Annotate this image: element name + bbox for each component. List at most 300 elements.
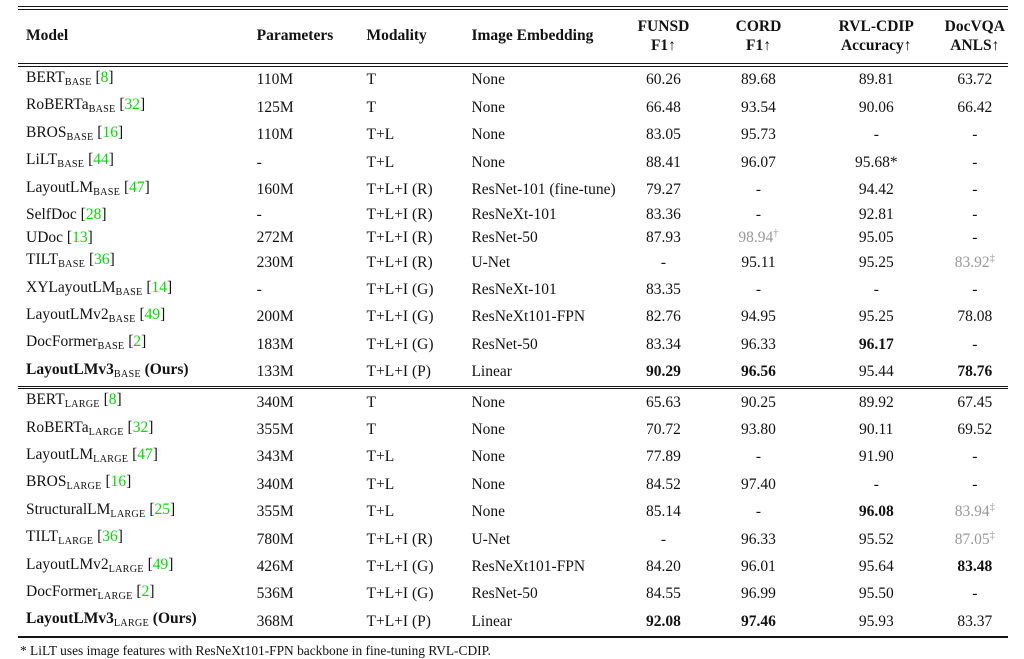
model-size-subscript: LARGE <box>64 399 100 411</box>
model-cell: LayoutLM$_{BASE}$ [47] <box>26 178 150 198</box>
table-row <box>18 526 1008 553</box>
metric-value: 95.68* <box>854 153 898 171</box>
metric-value: 90.25 <box>741 393 776 411</box>
modality-cell: T+L <box>366 503 395 521</box>
metric-value: 69.52 <box>957 420 993 438</box>
table-row <box>18 227 1008 250</box>
table-row <box>18 177 1008 204</box>
metric-value: 89.81 <box>858 71 894 89</box>
image-embedding-cell: U-Net <box>471 253 511 271</box>
image-embedding-cell: ResNeXt-101 <box>471 280 557 298</box>
model-ours-label: (Ours) <box>144 360 189 378</box>
column-header <box>706 8 811 65</box>
parameters-cell: 272M <box>256 228 294 246</box>
parameters-cell: 160M <box>256 181 294 199</box>
model-cell: LiLT$_{BASE}$ [44] <box>26 151 114 171</box>
table-header <box>18 8 1008 65</box>
citation-number: 36 <box>94 251 110 269</box>
metric-value: - <box>972 153 978 171</box>
citation-number: 14 <box>151 278 168 296</box>
metric-value: 85.14 <box>646 503 681 521</box>
metric-value: - <box>972 280 978 298</box>
model-size-subscript: BASE <box>108 313 136 325</box>
metric-value: 70.72 <box>646 420 681 438</box>
cord-f1-cell <box>706 388 811 417</box>
model-cell: $TILT_{BASE}$ [36] <box>26 251 115 270</box>
model-name: LiLT <box>26 151 58 169</box>
rvlcdip-accuracy-cell <box>811 304 942 331</box>
citation-number: 8 <box>100 69 109 86</box>
parameters-cell: 110M <box>256 126 294 144</box>
docvqa-anls-cell <box>942 499 1008 526</box>
cord-f1-cell <box>706 204 811 227</box>
metric-value: 66.42 <box>957 98 993 116</box>
column-header-line: Accuracy↑ <box>840 37 912 54</box>
modality-cell: T+L+I (G) <box>366 280 434 298</box>
metric-value: 83.92‡ <box>954 252 995 271</box>
model-size-subscript: LARGE <box>58 536 94 548</box>
funsd-f1-cell <box>621 608 706 636</box>
rvlcdip-accuracy-cell <box>811 94 942 121</box>
metric-value: 95.93 <box>858 612 894 630</box>
docvqa-anls-cell <box>942 417 1008 444</box>
metric-value: 96.56 <box>741 363 776 381</box>
metric-value: 95.52 <box>858 530 894 548</box>
column-header <box>942 8 1008 65</box>
parameters-cell: 110M <box>256 71 294 89</box>
column-header-line: ANLS↑ <box>950 37 1000 54</box>
column-header: Parameters <box>251 8 361 65</box>
modality-cell: T+L+I (P) <box>366 363 431 381</box>
metric-value: 83.48 <box>957 558 993 576</box>
model-name: DocFormer <box>26 333 98 351</box>
citation-number: 49 <box>144 305 161 323</box>
model-cell: LayoutLM$_{LARGE}$ [47] <box>26 445 158 465</box>
docvqa-anls-cell <box>942 526 1008 553</box>
funsd-f1-cell <box>621 65 706 94</box>
results-table <box>18 6 1008 638</box>
parameters-cell: 426M <box>256 558 294 576</box>
funsd-f1-cell <box>621 388 706 417</box>
metric-value: 87.05‡ <box>954 529 995 548</box>
image-embedding-cell: None <box>471 503 506 521</box>
column-header: Modality <box>361 8 466 65</box>
image-embedding-cell: U-Net <box>471 530 511 548</box>
docvqa-anls-cell <box>942 331 1008 358</box>
model-size-subscript: BASE <box>57 159 85 171</box>
metric-value: 78.76 <box>957 363 993 381</box>
rvlcdip-accuracy-cell <box>811 204 942 227</box>
rvlcdip-accuracy-cell <box>811 65 942 94</box>
column-header-line: FUNSD <box>637 18 690 35</box>
image-embedding-cell: ResNet-50 <box>471 335 538 353</box>
image-embedding-cell: None <box>471 98 506 116</box>
model-size-subscript: LARGE <box>97 590 133 602</box>
metric-value: - <box>755 280 762 298</box>
model-name: StructuralLM <box>26 500 111 518</box>
model-cell <box>18 359 251 388</box>
cord-f1-cell <box>706 471 811 498</box>
metric-value: 96.08 <box>858 503 894 521</box>
image-embedding-cell: ResNeXt101-FPN <box>471 308 586 326</box>
metric-value: - <box>873 280 879 298</box>
model-cell: DocFormer$_{LARGE}$ [2] <box>26 583 155 602</box>
image-embedding-cell: None <box>471 153 506 171</box>
metric-value: 95.50 <box>858 585 894 603</box>
image-embedding-cell: None <box>471 420 506 438</box>
metric-value: 87.93 <box>646 228 681 246</box>
docvqa-anls-cell <box>942 149 1008 176</box>
parameters-cell: 536M <box>256 585 294 603</box>
rvlcdip-accuracy-cell <box>811 277 942 304</box>
table-row <box>18 581 1008 608</box>
model-size-subscript: LARGE <box>93 453 129 465</box>
metric-value: 84.52 <box>646 475 681 493</box>
rvlcdip-accuracy-cell <box>811 526 942 553</box>
citation-number: 32 <box>124 96 141 114</box>
metric-value: 82.76 <box>646 308 681 326</box>
metric-value: - <box>972 475 978 493</box>
metric-value: 95.25 <box>858 308 894 326</box>
metric-value: 96.33 <box>741 530 776 548</box>
parameters-cell: 200M <box>256 308 294 326</box>
metric-value: 83.34 <box>646 335 681 353</box>
metric-value: 79.27 <box>646 181 681 199</box>
table-row <box>18 122 1008 149</box>
model-name: BROS <box>26 123 67 141</box>
rvlcdip-accuracy-cell <box>811 417 942 444</box>
model-name: BERT <box>26 391 65 409</box>
model-size-subscript: BASE <box>115 286 143 298</box>
parameters-cell: 368M <box>251 608 361 636</box>
table-row <box>18 471 1008 498</box>
docvqa-anls-cell <box>942 359 1008 388</box>
metric-value: - <box>972 448 978 466</box>
docvqa-anls-cell <box>942 65 1008 94</box>
docvqa-anls-cell <box>942 122 1008 149</box>
metric-value: 90.06 <box>858 98 894 116</box>
cord-f1-cell <box>706 526 811 553</box>
model-size-subscript: BASE <box>64 76 92 88</box>
model-name: LayoutLM <box>26 178 94 196</box>
metric-value: - <box>755 448 762 466</box>
table-row <box>18 359 1008 388</box>
rvlcdip-accuracy-cell <box>811 177 942 204</box>
model-cell: UDoc [13] <box>26 228 93 246</box>
rvlcdip-accuracy-cell <box>811 249 942 276</box>
metric-value: 65.63 <box>646 393 681 411</box>
funsd-f1-cell <box>621 94 706 121</box>
citation-number: 13 <box>72 228 88 246</box>
model-cell: StructuralLM$_{LARGE}$ [25] <box>26 500 176 520</box>
rvlcdip-accuracy-cell <box>811 331 942 358</box>
model-size-subscript: LARGE <box>108 563 144 575</box>
image-embedding-cell: None <box>471 475 506 493</box>
model-name: DocFormer <box>26 583 98 600</box>
metric-value: 94.42 <box>858 181 894 199</box>
metric-value: 89.92 <box>858 393 894 411</box>
metric-value: - <box>972 228 978 246</box>
rvlcdip-accuracy-cell <box>811 608 942 636</box>
metric-value: - <box>972 335 978 353</box>
table-row <box>18 304 1008 331</box>
metric-value: 83.05 <box>646 126 681 144</box>
metric-value: - <box>873 475 879 493</box>
cord-f1-cell <box>706 554 811 581</box>
table-header-row <box>18 8 1008 65</box>
rvlcdip-accuracy-cell <box>811 149 942 176</box>
parameters-cell: 340M <box>256 475 294 493</box>
model-name: LayoutLM <box>26 445 94 463</box>
metric-value: - <box>660 253 667 271</box>
metric-value: 90.29 <box>646 363 681 381</box>
citation-number: 2 <box>133 333 142 351</box>
metric-value: 77.89 <box>646 448 681 466</box>
metric-value: - <box>972 206 978 224</box>
metric-value: 96.17 <box>858 335 894 353</box>
model-size-subscript: BASE <box>58 258 86 270</box>
image-embedding-cell: None <box>471 71 506 89</box>
metric-value: 60.26 <box>646 71 681 89</box>
funsd-f1-cell <box>621 471 706 498</box>
cord-f1-cell <box>706 277 811 304</box>
modality-cell: T+L+I (G) <box>366 335 434 353</box>
parameters-cell: 125M <box>256 98 294 116</box>
metric-value: 88.41 <box>646 153 681 171</box>
docvqa-anls-cell <box>942 608 1008 636</box>
image-embedding-cell: ResNeXt-101 <box>471 206 557 224</box>
column-header-line: CORD <box>735 18 782 35</box>
table-row <box>18 204 1008 227</box>
metric-value: - <box>755 503 762 521</box>
modality-cell: T+L+I (R) <box>366 228 433 246</box>
image-embedding-cell: ResNeXt101-FPN <box>471 558 586 576</box>
modality-cell: T+L <box>366 475 395 493</box>
metric-value: 96.07 <box>741 153 776 171</box>
metric-value: 83.94‡ <box>954 502 995 521</box>
cord-f1-cell <box>706 359 811 388</box>
funsd-f1-cell <box>621 304 706 331</box>
citation-number: 36 <box>102 528 118 546</box>
column-header-line: DocVQA <box>944 18 1005 35</box>
column-header: Image Embedding <box>465 8 620 65</box>
citation-number: 47 <box>137 445 153 463</box>
model-size-subscript: LARGE <box>66 481 102 493</box>
image-embedding-cell: Linear <box>471 363 512 381</box>
model-cell: RoBERTa$_{LARGE}$ [32] <box>26 418 154 438</box>
model-name: LayoutLMv2 <box>26 555 109 573</box>
table-row <box>18 499 1008 526</box>
image-embedding-cell: None <box>471 448 506 466</box>
image-embedding-cell: None <box>471 126 506 144</box>
docvqa-anls-cell <box>942 554 1008 581</box>
metric-value: 93.80 <box>741 420 776 438</box>
docvqa-anls-cell <box>942 444 1008 471</box>
model-size-subscript: BASE <box>113 368 141 380</box>
metric-value: 83.35 <box>646 280 681 298</box>
metric-value: 95.05 <box>858 228 894 246</box>
table-section-large-models <box>18 388 1008 637</box>
metric-value: 89.68 <box>741 71 776 89</box>
cord-f1-cell <box>706 94 811 121</box>
metric-value: - <box>972 181 978 199</box>
parameters-cell: 355M <box>256 503 294 521</box>
model-cell: XYLayoutLM$_{BASE}$ [14] <box>26 278 173 298</box>
metric-value: 95.64 <box>858 558 894 576</box>
cord-f1-cell <box>706 122 811 149</box>
metric-value: 83.36 <box>646 206 681 224</box>
citation-number: 16 <box>110 473 127 491</box>
metric-value: - <box>873 126 879 144</box>
image-embedding-cell: ResNet-50 <box>471 228 538 246</box>
image-embedding-cell: ResNet-50 <box>471 585 538 603</box>
cord-f1-cell <box>706 444 811 471</box>
metric-value: 97.46 <box>741 612 776 630</box>
metric-value: 94.95 <box>741 308 776 326</box>
model-cell: $BROS_{LARGE}$ [16] <box>26 473 132 493</box>
metric-value: 83.37 <box>957 612 993 630</box>
model-cell: RoBERTa$_{BASE}$ [32] <box>26 96 146 116</box>
model-name: BROS <box>26 473 67 491</box>
table-footnote: * LiLT uses image features with ResNeXt101-FPN backbone in fine-tuning RVL-CDIP. <box>20 642 491 658</box>
docvqa-anls-cell <box>942 94 1008 121</box>
modality-cell: T+L+I (R) <box>366 253 433 271</box>
citation-number: 32 <box>132 418 149 436</box>
modality-cell: T+L+I (R) <box>366 206 433 224</box>
model-size-subscript: BASE <box>97 341 125 353</box>
parameters-cell: 780M <box>256 530 294 548</box>
model-ours-label: (Ours) <box>152 610 197 628</box>
model-size-subscript: LARGE <box>110 508 146 520</box>
parameters-cell: 230M <box>256 253 294 271</box>
funsd-f1-cell <box>621 149 706 176</box>
metric-value: 95.73 <box>741 126 776 144</box>
cord-f1-cell <box>706 608 811 636</box>
parameters-cell: 355M <box>256 420 294 438</box>
rvlcdip-accuracy-cell <box>811 359 942 388</box>
funsd-f1-cell <box>621 177 706 204</box>
metric-value: 96.01 <box>741 558 776 576</box>
citation-number: 49 <box>152 555 169 573</box>
funsd-f1-cell <box>621 526 706 553</box>
model-size-subscript: BASE <box>66 131 94 143</box>
metric-value: 96.33 <box>741 335 776 353</box>
model-size-subscript: LARGE <box>88 426 124 438</box>
citation-number: 47 <box>129 178 145 196</box>
model-name: SelfDoc <box>26 206 77 224</box>
image-embedding-cell: Linear <box>465 608 620 636</box>
model-cell <box>18 608 251 636</box>
modality-cell: T+L <box>366 153 395 171</box>
column-header: Model <box>18 8 251 65</box>
rvlcdip-accuracy-cell <box>811 122 942 149</box>
citation-number: 25 <box>154 500 170 518</box>
parameters-cell: - <box>256 206 262 224</box>
funsd-f1-cell <box>621 499 706 526</box>
footnote-marker: † <box>773 227 779 239</box>
rvlcdip-accuracy-cell <box>811 554 942 581</box>
cord-f1-cell <box>706 499 811 526</box>
metric-value: 78.08 <box>957 308 993 326</box>
rvlcdip-accuracy-cell <box>811 581 942 608</box>
metric-value: 98.94† <box>738 227 779 246</box>
docvqa-anls-cell <box>942 204 1008 227</box>
citation-number: 28 <box>85 206 102 224</box>
funsd-f1-cell <box>621 277 706 304</box>
model-name: LayoutLMv3 <box>26 610 114 628</box>
model-name: TILT <box>26 528 59 546</box>
modality-cell: T+L+I (G) <box>366 558 434 576</box>
funsd-f1-cell <box>621 581 706 608</box>
cord-f1-cell <box>706 304 811 331</box>
metric-value: 92.81 <box>858 206 894 224</box>
model-size-subscript: LARGE <box>113 618 149 630</box>
model-size-subscript: BASE <box>93 186 121 198</box>
cord-f1-cell <box>706 581 811 608</box>
rvlcdip-accuracy-cell <box>811 471 942 498</box>
funsd-f1-cell <box>621 249 706 276</box>
docvqa-anls-cell <box>942 304 1008 331</box>
model-name: TILT <box>26 251 59 269</box>
parameters-cell: - <box>256 153 262 171</box>
image-embedding-cell: None <box>465 388 620 417</box>
model-size-subscript: BASE <box>88 104 116 116</box>
column-header-line: RVL-CDIP <box>838 18 914 35</box>
metric-value: 93.54 <box>741 98 776 116</box>
model-cell: $BROS_{BASE}$ [16] <box>26 123 124 143</box>
modality-cell: T+L+I (R) <box>366 530 433 548</box>
model-name: RoBERTa <box>26 96 89 114</box>
parameters-cell: 133M <box>256 363 294 381</box>
column-header-line: F1↑ <box>650 37 676 54</box>
metric-value: 97.40 <box>741 475 776 493</box>
modality-cell: T <box>361 388 466 417</box>
image-embedding-cell: ResNet-101 (fine-tune) <box>471 181 616 199</box>
model-name: BERT <box>26 69 65 86</box>
metric-value: 84.20 <box>646 558 681 576</box>
funsd-f1-cell <box>621 444 706 471</box>
citation-number: 8 <box>108 391 117 409</box>
modality-cell: T <box>366 420 376 438</box>
docvqa-anls-cell <box>942 177 1008 204</box>
table-row <box>18 444 1008 471</box>
metric-value: 66.48 <box>646 98 681 116</box>
funsd-f1-cell <box>621 359 706 388</box>
table-row <box>18 149 1008 176</box>
metric-value: 63.72 <box>957 71 993 89</box>
rvlcdip-accuracy-cell <box>811 444 942 471</box>
modality-cell: T <box>366 71 376 89</box>
rvlcdip-accuracy-cell <box>811 227 942 250</box>
table-row <box>18 331 1008 358</box>
cord-f1-cell <box>706 331 811 358</box>
rvlcdip-accuracy-cell <box>811 499 942 526</box>
metric-value: 95.44 <box>858 363 894 381</box>
metric-value: 90.11 <box>859 420 894 438</box>
citation-number: 16 <box>102 123 118 141</box>
model-cell: SelfDoc [28] <box>26 206 107 224</box>
docvqa-anls-cell <box>942 471 1008 498</box>
model-name: LayoutLMv2 <box>26 305 109 323</box>
metric-value: 95.25 <box>858 253 894 271</box>
funsd-f1-cell <box>621 204 706 227</box>
modality-cell: T <box>366 98 376 116</box>
parameters-cell: 183M <box>256 335 294 353</box>
footnote-marker: ‡ <box>989 529 995 541</box>
model-cell: $LayoutLMv2_{BASE}$ [49] <box>26 305 166 325</box>
model-cell: $BERT_{BASE}$ [8] <box>26 69 114 88</box>
funsd-f1-cell <box>621 122 706 149</box>
